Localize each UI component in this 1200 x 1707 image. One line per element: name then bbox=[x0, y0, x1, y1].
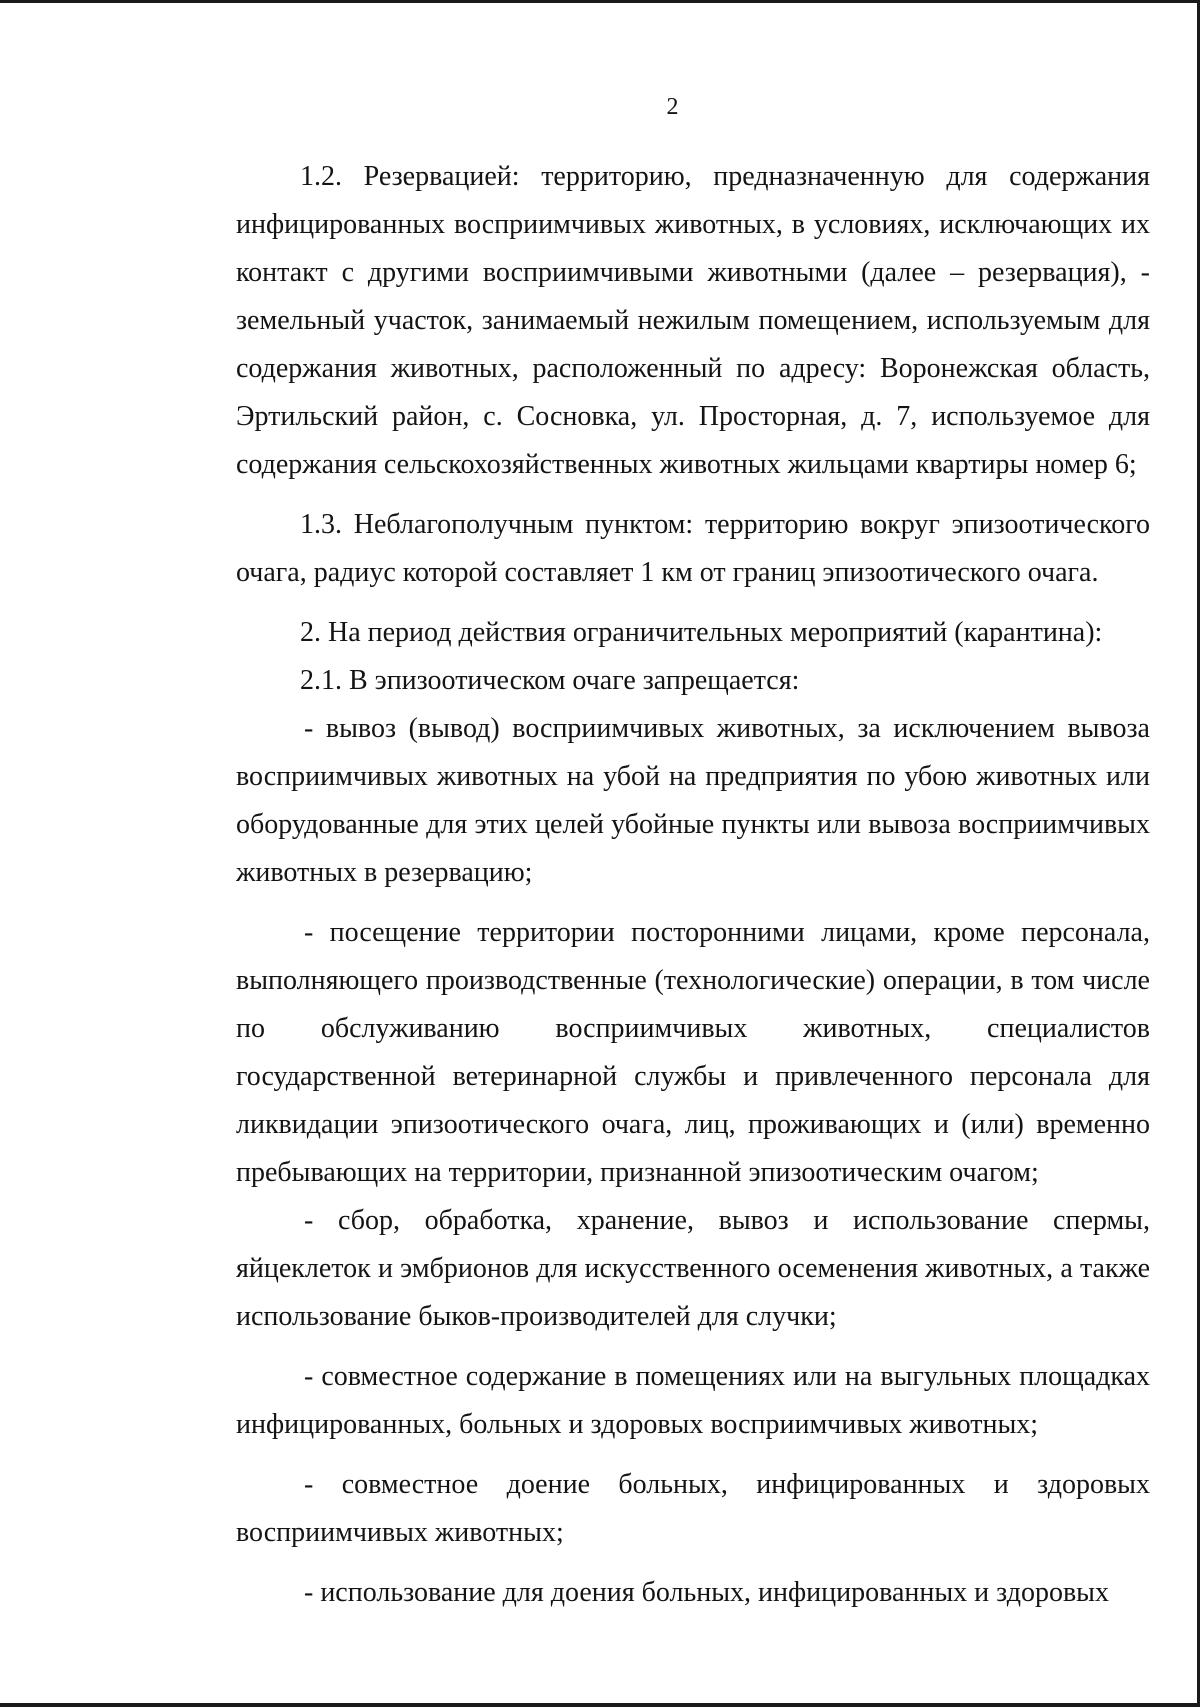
document-body bbox=[236, 153, 1150, 1617]
paragraph-reservation-definition: 1.2. Резервацией: территорию, предназначенную для содержания инфицированных восприимчивых животных, в условиях, исключающих их контакт с другими восприимчивыми животными (далее – резервация), - земельный участок, занимаемый нежилым помещением, используемым для содержания животных, расположенный по адресу: Воронежская область, Эртильский район, с. Сосновка, ул. Просторная, д. 7, используемое для содержания сельскохозяйственных животных жильцами квартиры номер 6; bbox=[236, 161, 1150, 480]
scan-border-bottom bbox=[0, 1703, 1200, 1707]
scan-border-top bbox=[0, 0, 1200, 3]
list-item-milking-use: - использование для доения больных, инфицированных и здоровых bbox=[304, 1577, 1109, 1608]
list-item-joint-milking: - совместное доение больных, инфицированных и здоровых восприимчивых животных; bbox=[236, 1469, 1150, 1548]
list-item-animal-removal: - вывоз (вывод) восприимчивых животных, за исключением вывоза восприимчивых животных на убой на предприятия по убою животных или оборудованные для этих целей убойные пункты или вывоза восприимчивых животных в резервацию; bbox=[236, 713, 1150, 888]
paragraph-prohibitions-heading: 2.1. В эпизоотическом очаге запрещается: bbox=[300, 665, 800, 696]
list-item-sperm-collection: - сбор, обработка, хранение, вывоз и использование спермы, яйцеклеток и эмбрионов для искусственного осеменения животных, а также использование быков-производителей для случки; bbox=[236, 1205, 1150, 1332]
paragraph-unfavorable-point-definition: 1.3. Неблагополучным пунктом: территорию вокруг эпизоотического очага, радиус которой составляет 1 км от границ эпизоотического очага. bbox=[236, 509, 1150, 588]
page-number: 2 bbox=[666, 94, 679, 120]
list-item-territory-visits: - посещение территории посторонними лицами, кроме персонала, выполняющего производственные (технологические) операции, в том числе по обслуживанию восприимчивых животных, специалистов государственной ветеринарной службы и привлеченного персонала для ликвидации эпизоотического очага, лиц, проживающих и (или) временно пребывающих на территории, признанной эпизоотическим очагом; bbox=[236, 917, 1150, 1188]
paragraph-quarantine-period: 2. На период действия ограничительных мероприятий (карантина): bbox=[300, 617, 1103, 648]
list-item-joint-keeping: - совместное содержание в помещениях или на выгульных площадках инфицированных, больных и здоровых восприимчивых животных; bbox=[236, 1361, 1150, 1440]
